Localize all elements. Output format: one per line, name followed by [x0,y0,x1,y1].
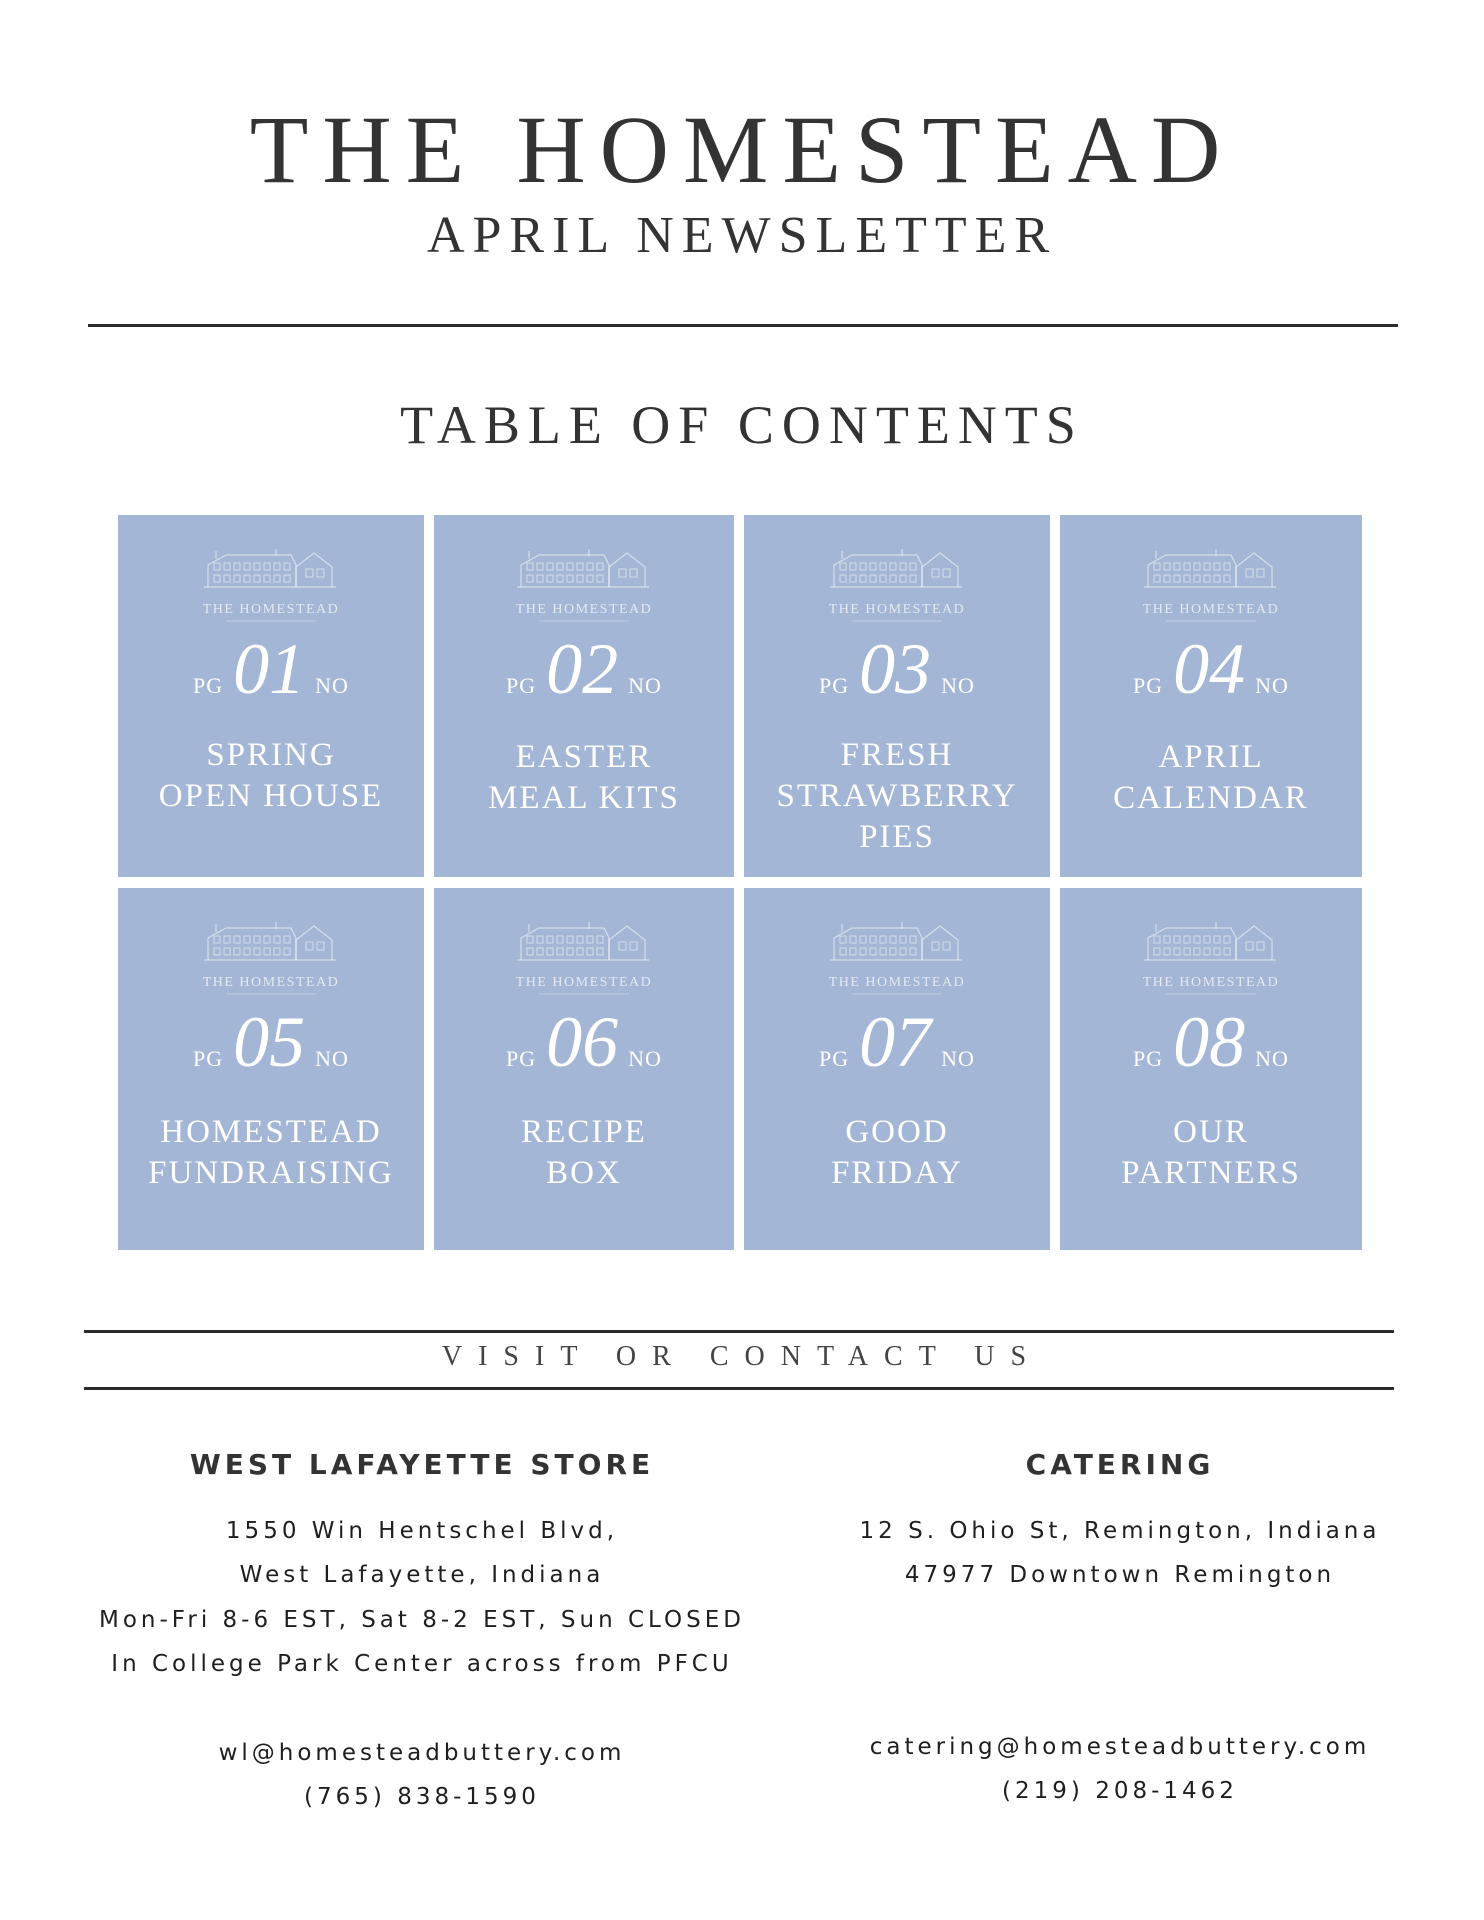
west-lafayette-email-link[interactable]: wl@homesteadbuttery.com [218,1740,626,1766]
toc-tile-08[interactable] [1060,888,1362,1250]
logo-text: THE HOMESTEAD [515,602,653,617]
contact-heading: VISIT OR CONTACT US [441,1341,1043,1372]
toc-item-title [118,735,424,817]
toc-item-title [744,735,1050,858]
homestead-logo-icon [509,910,659,1010]
page-number-row [1060,1002,1362,1082]
page-number: 04 [1173,629,1246,709]
toc-item-title [1060,737,1362,819]
homestead-logo-icon [822,910,972,1010]
homestead-logo-icon [1136,537,1286,637]
no-label: NO [1255,1046,1289,1071]
pg-label: PG [506,673,537,698]
page-number: 07 [859,1002,932,1082]
toc-tile-05[interactable] [118,888,424,1250]
page-number-row [1060,629,1362,709]
no-label: NO [628,1046,662,1071]
toc-tile-06[interactable] [434,888,734,1250]
logo-text: THE HOMESTEAD [202,602,340,617]
toc-item-title-line: SPRING [206,737,336,773]
pg-label: PG [1133,673,1164,698]
pg-label: PG [819,673,850,698]
page-number: 08 [1173,1002,1246,1082]
toc-item-title-line: STRAWBERRY [776,778,1018,814]
logo-text: THE HOMESTEAD [1142,975,1280,990]
toc-tile-01[interactable] [118,515,424,877]
logo-text: THE HOMESTEAD [828,975,966,990]
toc-item-title [744,1112,1050,1194]
toc-item-title-line: PARTNERS [1121,1155,1301,1191]
toc-item-title-line: RECIPE [521,1114,647,1150]
pg-label: PG [1133,1046,1164,1071]
page-number-row [434,629,734,709]
header-divider [88,324,1398,327]
no-label: NO [628,673,662,698]
toc-item-title-line: PIES [859,819,935,855]
homestead-logo-icon [509,537,659,637]
toc-item-title-line: HOMESTEAD [160,1114,382,1150]
homestead-logo-icon [196,910,346,1010]
toc-item-title [434,1112,734,1194]
page-number-row [744,1002,1050,1082]
logo-text: THE HOMESTEAD [202,975,340,990]
catering-email-link[interactable]: catering@homesteadbuttery.com [869,1734,1371,1760]
toc-tile-02[interactable] [434,515,734,877]
newsletter-subtitle: APRIL NEWSLETTER [426,207,1058,264]
toc-item-title-line: OUR [1173,1114,1249,1150]
toc-item-title-line: FRIDAY [831,1155,963,1191]
page-number: 03 [859,629,932,709]
toc-item-title [118,1112,424,1194]
logo-text: THE HOMESTEAD [828,602,966,617]
pg-label: PG [819,1046,850,1071]
page-number-row [434,1002,734,1082]
catering-phone-link[interactable]: (219) 208-1462 [1002,1778,1238,1804]
toc-item-title-line: CALENDAR [1113,780,1309,816]
page-number: 05 [233,1002,306,1082]
homestead-logo-icon [1136,910,1286,1010]
no-label: NO [941,1046,975,1071]
toc-item-title-line: GOOD [845,1114,949,1150]
pg-label: PG [193,1046,224,1071]
catering-address-line2: 47977 Downtown Remington [904,1562,1336,1588]
toc-item-title-line: OPEN HOUSE [158,778,384,814]
toc-tile-03[interactable] [744,515,1050,877]
catering-title: CATERING [1025,1448,1215,1481]
toc-item-title-line: BOX [546,1155,622,1191]
toc-item-title-line: APRIL [1158,739,1264,775]
logo-text: THE HOMESTEAD [515,975,653,990]
no-label: NO [315,673,349,698]
west-lafayette-store-title: WEST LAFAYETTE STORE [189,1448,655,1481]
newsletter-brand-title: THE HOMESTEAD [249,96,1235,203]
no-label: NO [315,1046,349,1071]
toc-tile-07[interactable] [744,888,1050,1250]
no-label: NO [941,673,975,698]
no-label: NO [1255,673,1289,698]
west-lafayette-phone-link[interactable]: (765) 838-1590 [304,1784,540,1810]
toc-item-title-line: FUNDRAISING [148,1155,394,1191]
toc-tile-04[interactable] [1060,515,1362,877]
logo-text: THE HOMESTEAD [1142,602,1280,617]
pg-label: PG [506,1046,537,1071]
toc-item-title [434,737,734,819]
west-lafayette-address-line1: 1550 Win Hentschel Blvd, [225,1518,619,1544]
contact-divider-top [84,1330,1394,1333]
toc-item-title-line: MEAL KITS [488,780,680,816]
page-number-row [744,629,1050,709]
toc-item-title-line: EASTER [515,739,653,775]
toc-heading: TABLE OF CONTENTS [400,395,1084,455]
toc-item-title-line: FRESH [840,737,954,773]
homestead-logo-icon [196,537,346,637]
page-number: 01 [233,629,306,709]
homestead-logo-icon [822,537,972,637]
contact-divider-bottom [84,1387,1394,1390]
page-number-row [118,1002,424,1082]
catering-address-line1: 12 S. Ohio St, Remington, Indiana [859,1518,1381,1544]
west-lafayette-hours: Mon-Fri 8-6 EST, Sat 8-2 EST, Sun CLOSED [99,1607,745,1633]
west-lafayette-location: In College Park Center across from PFCU [111,1651,733,1677]
page-number: 02 [546,629,619,709]
page-number-row [118,629,424,709]
west-lafayette-address-line2: West Lafayette, Indiana [239,1562,605,1588]
page-number: 06 [546,1002,619,1082]
pg-label: PG [193,673,224,698]
toc-item-title [1060,1112,1362,1194]
